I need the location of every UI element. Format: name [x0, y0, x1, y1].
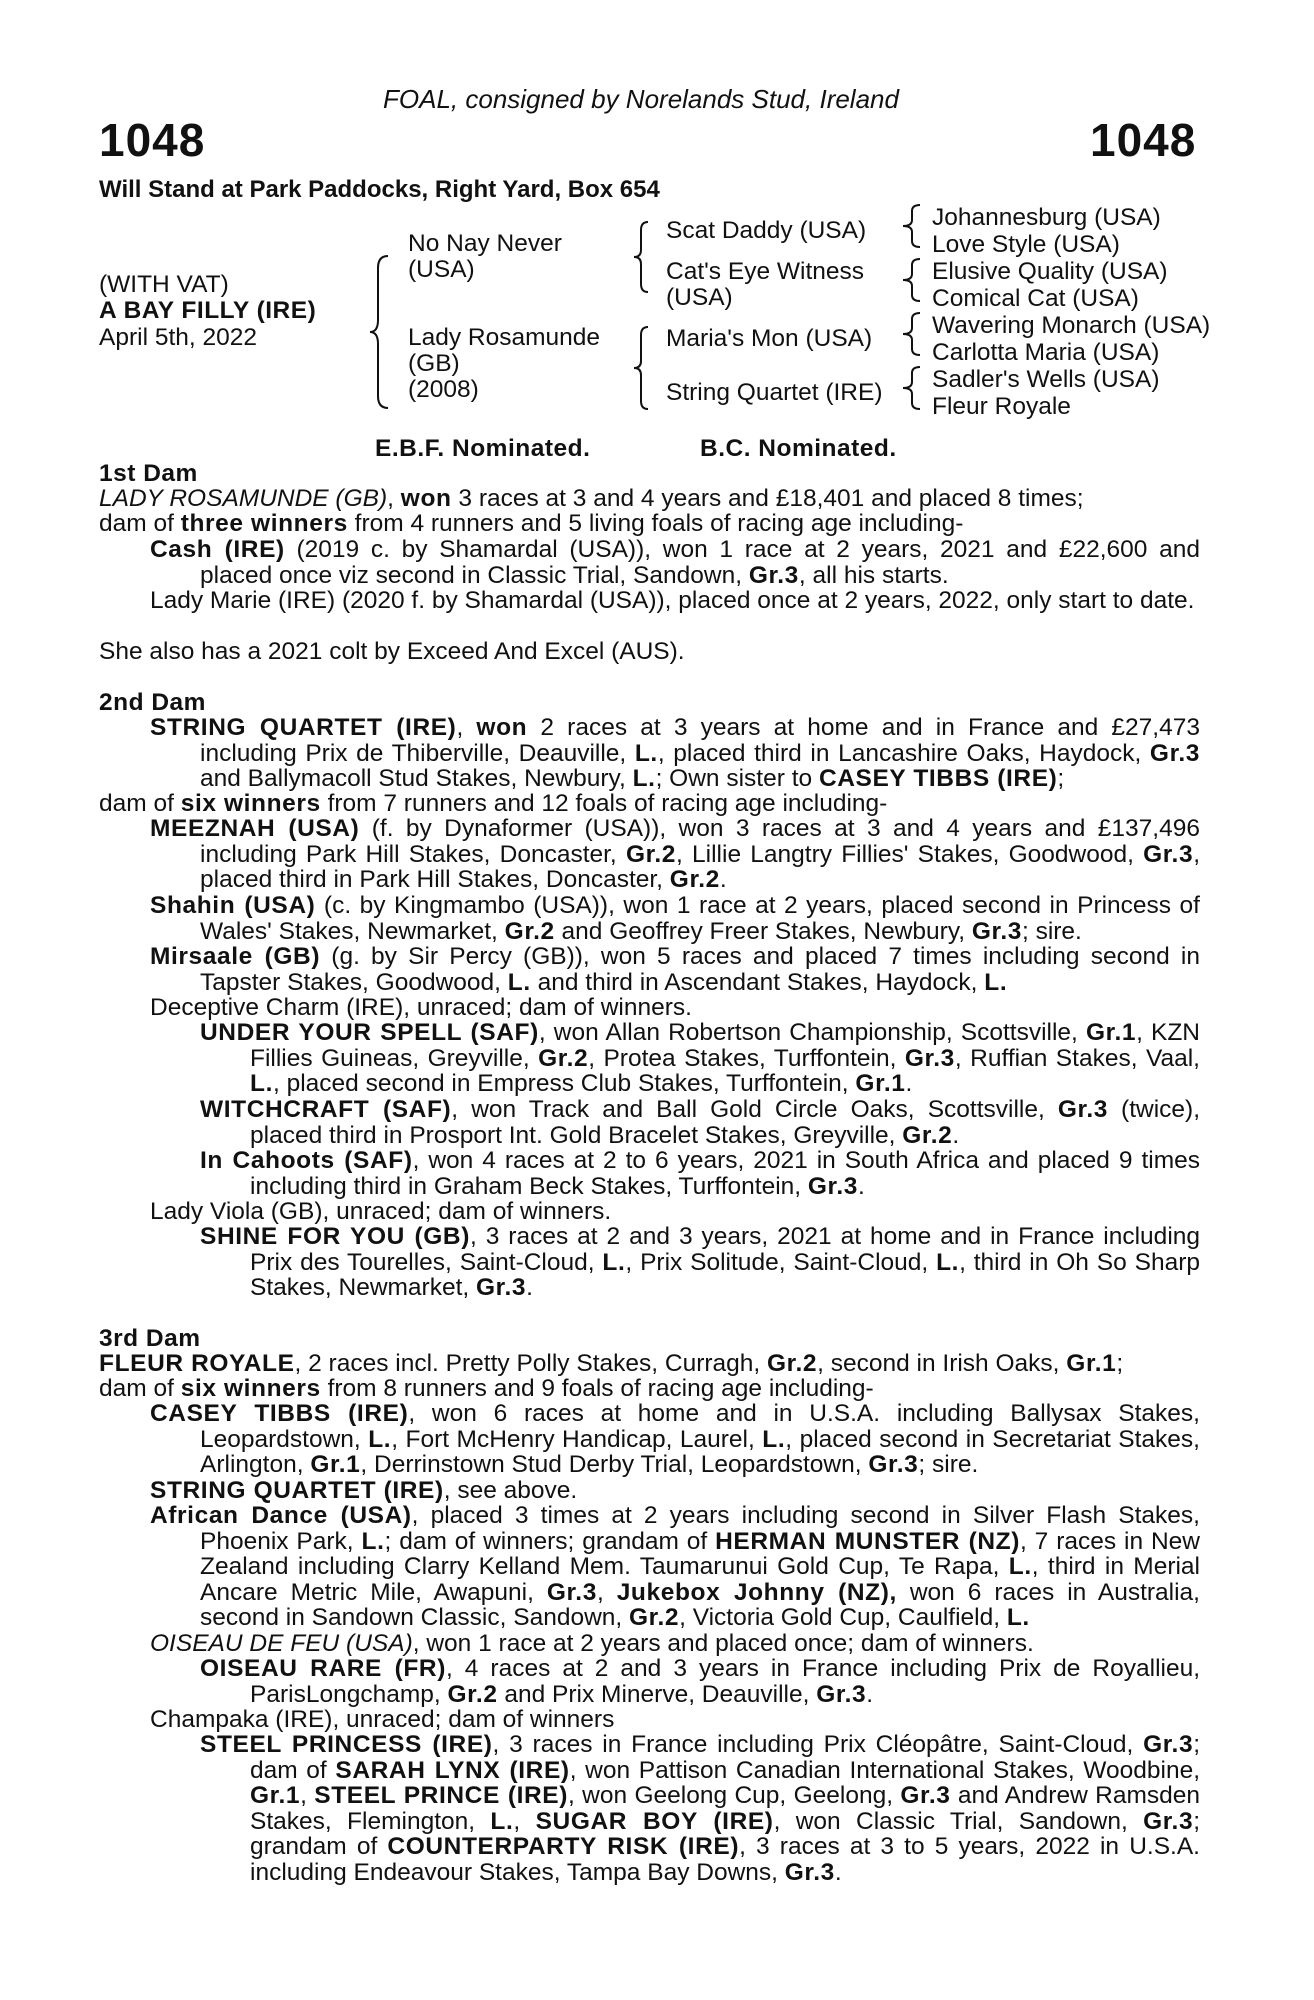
pedigree-ddd: Fleur Royale	[932, 393, 1071, 420]
produce-cash: Cash (IRE) (2019 c. by Shamardal (USA)), won 1 race at 2 years, 2021 and £22,600 and placed once viz second in Classic Trial, Sandown, Gr.3, all his starts.	[150, 536, 1200, 589]
second-dam-record: STRING QUARTET (IRE), won 2 races at 3 years at home and in France and £27,473 including Prix de Thiberville, Deauville, L., placed third in Lancashire Oaks, Haydock, Gr.3 and Ballymacoll Stud Stakes, Newbury, L.; Own sister to CASEY TIBBS (IRE);	[150, 714, 1200, 792]
produce-shine-for-you: SHINE FOR YOU (GB), 3 races at 2 and 3 years, 2021 at home and in France including Prix des Tourelles, Saint-Cloud, L., Prix Solitude, Saint-Cloud, L., third in Oh So Sharp Stakes, Newmarket, Gr.3.	[200, 1223, 1201, 1301]
pedigree-dss: Wavering Monarch (USA)	[932, 312, 1211, 339]
sire-dam: Cat's Eye Witness	[666, 258, 865, 285]
vat-note: (WITH VAT)	[99, 271, 229, 298]
produce-oiseau-rare: OISEAU RARE (FR), 4 races at 2 and 3 years in France including Prix de Royallieu, ParisLongchamp, Gr.2 and Prix Minerve, Deauville, Gr.3.	[200, 1655, 1201, 1708]
second-dam-produce: dam of six winners from 7 runners and 12 foals of racing age including-	[99, 790, 888, 817]
sire-name: No Nay Never	[408, 230, 562, 257]
pedigree-sdd: Comical Cat (USA)	[932, 285, 1139, 312]
produce-string-quartet: STRING QUARTET (IRE), see above.	[150, 1477, 578, 1504]
pedigree-brace-sire	[632, 220, 652, 294]
consignment-line: FOAL, consigned by Norelands Stud, Ireland	[383, 84, 899, 114]
pedigree-sds: Elusive Quality (USA)	[932, 258, 1168, 285]
second-dam-heading: 2nd Dam	[99, 689, 206, 716]
sire-country: (USA)	[408, 256, 475, 283]
produce-lady-viola: Lady Viola (GB), unraced; dam of winners.	[150, 1198, 612, 1225]
first-dam-produce: dam of three winners from 4 runners and 5 living foals of racing age including-	[99, 510, 964, 537]
pedigree-dsd: Carlotta Maria (USA)	[932, 339, 1160, 366]
dam-year: (2008)	[408, 376, 479, 403]
pedigree-ssd: Love Style (USA)	[932, 231, 1120, 258]
produce-steel-princess: STEEL PRINCESS (IRE), 3 races in France including Prix Cléopâtre, Saint-Cloud, Gr.3; dam of SARAH LYNX (IRE), won Pattison Canadian International Stakes, Woodbine, Gr.1, STEEL PRINCE (IRE), won Geelong Cup, Geelong, Gr.3 and Andrew Ramsden Stakes, Flemington, L., SUGAR BOY (IRE), won Classic Trial, Sandown, Gr.3; grandam of COUNTERPARTY RISK (IRE), 3 races at 3 to 5 years, 2022 in U.S.A. including Endeavour Stakes, Tampa Bay Downs, Gr.3.	[200, 1731, 1200, 1886]
produce-lady-marie: Lady Marie (IRE) (2020 f. by Shamardal (USA)), placed once at 2 years, 2022, only start to date.	[150, 587, 1195, 614]
produce-shahin: Shahin (USA) (c. by Kingmambo (USA)), won 1 race at 2 years, placed second in Princess of Wales' Stakes, Newmarket, Gr.2 and Geoffrey Freer Stakes, Newbury, Gr.3; sire.	[150, 892, 1200, 945]
dam-dam: String Quartet (IRE)	[666, 379, 883, 406]
produce-witchcraft: WITCHCRAFT (SAF), won Track and Ball Gold Circle Oaks, Scottsville, Gr.3 (twice), placed third in Prosport Int. Gold Bracelet Stakes, Greyville, Gr.2.	[200, 1096, 1200, 1149]
dam-name: Lady Rosamunde	[408, 324, 601, 351]
pedigree-sss: Johannesburg (USA)	[932, 204, 1161, 231]
pedigree-brace-1	[900, 203, 924, 249]
sire-sire: Scat Daddy (USA)	[666, 217, 867, 244]
date-of-birth: April 5th, 2022	[99, 324, 257, 351]
produce-deceptive-charm: Deceptive Charm (IRE), unraced; dam of winners.	[150, 994, 692, 1021]
first-dam-heading: 1st Dam	[99, 460, 198, 487]
pedigree-brace-4	[900, 365, 924, 411]
produce-under-your-spell: UNDER YOUR SPELL (SAF), won Allan Robertson Championship, Scottsville, Gr.1, KZN Fillies Guineas, Greyville, Gr.2, Protea Stakes, Turffontein, Gr.3, Ruffian Stakes, Vaal, L., placed second in Empress Club Stakes, Turffontein, Gr.1.	[200, 1019, 1201, 1097]
third-dam-record: FLEUR ROYALE, 2 races incl. Pretty Polly Stakes, Curragh, Gr.2, second in Irish Oaks, Gr.1;	[99, 1350, 1124, 1377]
produce-african-dance: African Dance (USA), placed 3 times at 2 years including second in Silver Flash Stakes, Phoenix Park, L.; dam of winners; grandam of HERMAN MUNSTER (NZ), 7 races in New Zealand including Clarry Kelland Mem. Taumarunui Gold Cup, Te Rapa, L., third in Merial Ancare Metric Mile, Awapuni, Gr.3, Jukebox Johnny (NZ), won 6 races in Australia, second in Sandown Classic, Sandown, Gr.2, Victoria Gold Cup, Caulfield, L.	[150, 1502, 1200, 1631]
pedigree-brace-main	[368, 254, 392, 410]
produce-in-cahoots: In Cahoots (SAF), won 4 races at 2 to 6 years, 2021 in South Africa and placed 9 times including third in Graham Beck Stakes, Turffontein, Gr.3.	[200, 1147, 1200, 1200]
third-dam-heading: 3rd Dam	[99, 1325, 201, 1352]
third-dam-produce: dam of six winners from 8 runners and 9 foals of racing age including-	[99, 1375, 874, 1402]
pedigree-brace-dam	[632, 325, 652, 411]
pedigree-dds: Sadler's Wells (USA)	[932, 366, 1160, 393]
produce-mirsaale: Mirsaale (GB) (g. by Sir Percy (GB)), won 5 races and placed 7 times including second in Tapster Stakes, Goodwood, L. and third in Ascendant Stakes, Haydock, L.	[150, 943, 1200, 996]
lot-number-left: 1048	[99, 114, 206, 166]
pedigree-brace-3	[900, 311, 924, 357]
first-dam-record: LADY ROSAMUNDE (GB), won 3 races at 3 and 4 years and £18,401 and placed 8 times;	[99, 485, 1084, 512]
horse-name: A BAY FILLY (IRE)	[99, 297, 317, 324]
sire-dam-country: (USA)	[666, 284, 733, 311]
produce-oiseau-de-feu: OISEAU DE FEU (USA), won 1 race at 2 years and placed once; dam of winners.	[150, 1630, 1034, 1657]
dam-country: (GB)	[408, 350, 460, 377]
pedigree-brace-2	[900, 257, 924, 303]
lot-number-right: 1048	[1090, 114, 1197, 166]
ebf-nomination: E.B.F. Nominated.	[375, 435, 591, 462]
stand-location: Will Stand at Park Paddocks, Right Yard, Box 654	[99, 176, 660, 203]
produce-champaka: Champaka (IRE), unraced; dam of winners	[150, 1706, 615, 1733]
produce-meeznah: MEEZNAH (USA) (f. by Dynaformer (USA)), won 3 races at 3 and 4 years and £137,496 including Park Hill Stakes, Doncaster, Gr.2, Lillie Langtry Fillies' Stakes, Goodwood, Gr.3, placed third in Park Hill Stakes, Doncaster, Gr.2.	[150, 815, 1200, 893]
bc-nomination: B.C. Nominated.	[700, 435, 897, 462]
dam-sire: Maria's Mon (USA)	[666, 325, 873, 352]
produce-casey-tibbs: CASEY TIBBS (IRE), won 6 races at home and in U.S.A. including Ballysax Stakes, Leopardstown, L., Fort McHenry Handicap, Laurel, L., placed second in Secretariat Stakes, Arlington, Gr.1, Derrinstown Stud Derby Trial, Leopardstown, Gr.3; sire.	[150, 1400, 1200, 1478]
first-dam-note: She also has a 2021 colt by Exceed And Excel (AUS).	[99, 638, 685, 665]
